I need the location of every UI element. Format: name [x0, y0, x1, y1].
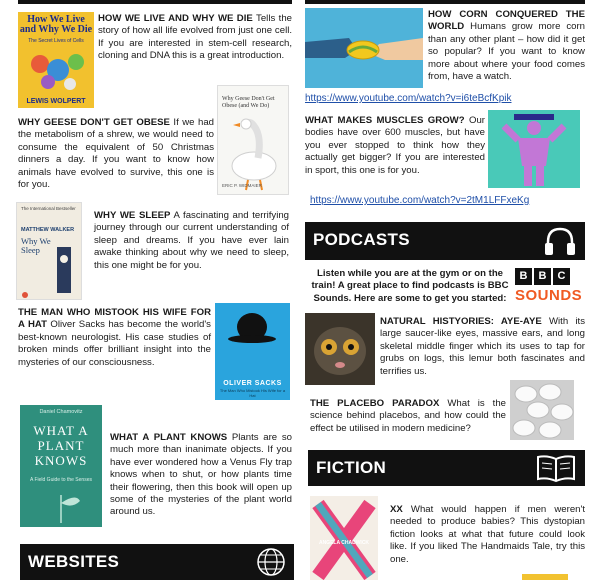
- podcast-entry-placebo: [310, 398, 506, 435]
- cover-title: Why We Sleep: [21, 236, 51, 255]
- podcasts-intro: Listen while you are at the gym or on the train! A great place to find podcasts is BBC Sounds. Here are some to get you started:: [311, 268, 509, 304]
- video-title: HOW CORN CONQUERED THE WORLD: [428, 9, 585, 33]
- video-entry-muscles: [305, 115, 485, 177]
- cover-title: The Man Who Mistook His Wife for a Hat: [219, 388, 286, 398]
- xx-cover-art: [310, 496, 378, 580]
- bbc-letter: B: [534, 268, 551, 285]
- muscle-figure-illustration: [488, 110, 580, 188]
- video-title: WHAT MAKES MUSCLES GROW?: [305, 115, 465, 126]
- section-heading: WEBSITES: [28, 552, 120, 571]
- section-heading: PODCASTS: [313, 230, 410, 249]
- podcast-description: What is the science behind placebos, and how could the effect be utilised in modern medicine?: [310, 398, 507, 434]
- book-title: THE MAN WHO MISTOOK HIS WIFE FOR A HAT: [18, 307, 211, 331]
- top-rule-right: [305, 0, 585, 4]
- book-description: If we had the metabolism of a shrew, we would need to consume the equivalent of 50 Christmas dinners a day. If you want to know how animals have evolved to survive, this one is for you.: [18, 117, 214, 191]
- video-thumbnail-muscles[interactable]: [488, 110, 580, 188]
- podcasts-section-header: [305, 222, 585, 260]
- video-description: Our bodies have over 600 muscles, but have you ever stopped to think how they actually get bigger? If you are interested in sport, this one is for you.: [305, 115, 485, 176]
- top-rule-left: [18, 0, 292, 4]
- book-title: WHY GEESE DON'T GET OBESE: [18, 117, 170, 128]
- video-entry-corn: [428, 9, 585, 83]
- globe-icon: [256, 547, 286, 580]
- bbc-sounds-logo: [515, 268, 583, 304]
- bbc-letter: C: [553, 268, 570, 285]
- pills-illustration: [510, 380, 574, 440]
- book-entry-xx: [390, 504, 585, 566]
- cover-author: LEWIS WOLPERT: [26, 98, 86, 105]
- book-entry-why-we-sleep: [94, 210, 289, 272]
- corn-handshake-illustration: [305, 8, 423, 88]
- open-book-icon: [535, 453, 577, 496]
- cover-author: ANGELA CHADWICK: [318, 540, 370, 546]
- book-entry-why-geese: [18, 117, 214, 191]
- book-cover-how-we-live: [18, 12, 94, 108]
- book-cover-why-we-sleep: [16, 202, 82, 300]
- book-title: XX: [390, 504, 403, 515]
- cover-author: MATTHEW WALKER: [21, 227, 75, 233]
- book-entry-what-a-plant-knows: [110, 432, 292, 519]
- cover-title: How We Live and Why We Die: [19, 14, 93, 35]
- book-entry-man-who-mistook: [18, 307, 211, 369]
- book-title: HOW WE LIVE AND WHY WE DIE: [98, 13, 253, 24]
- cover-author: Daniel Chamovitz: [39, 409, 83, 415]
- podcast-thumbnail-placebo[interactable]: [510, 380, 574, 440]
- fiction-section-header: [308, 450, 585, 486]
- podcast-title: THE PLACEBO PARADOX: [310, 398, 440, 409]
- cover-title: WHAT A PLANT KNOWS: [33, 423, 89, 468]
- book-cover-why-geese: [217, 85, 289, 195]
- book-description: Tells the story of how all life evolved from just one cell. If you are interested in stem-cell research, cloning and DNA this is a great introduction.: [98, 13, 292, 62]
- video-description: Humans grow more corn than any other plant – how did it get so popular? If you want to know more about where your food comes from, have a watch.: [428, 21, 585, 83]
- cover-subtitle: A Field Guide to the Senses: [30, 477, 92, 483]
- book-description: What would happen if men weren't needed to produce babies? This dystopian fiction looks at what that future could look like. If you liked The Handmaids Tale, try this one.: [390, 504, 585, 565]
- book-title: WHAT A PLANT KNOWS: [110, 432, 228, 443]
- book-cover-partial: [522, 574, 568, 580]
- book-description: Plants are so much more than inanimate objects. If you have ever wondered how a Venus Fly trap knows when to shut, or how plants time their flowering, then this book will open up some of the mysteries of the plant world around us.: [110, 432, 292, 518]
- podcast-thumbnail-aye-aye[interactable]: [305, 313, 375, 385]
- bbc-sounds-wordmark: SOUNDS: [515, 287, 583, 304]
- websites-section-header: [20, 544, 294, 580]
- bbc-letter: B: [515, 268, 532, 285]
- bbc-letters: [515, 268, 580, 285]
- video-link-muscles[interactable]: https://www.youtube.com/watch?v=2tM1LFFxeKg: [310, 195, 530, 206]
- video-thumbnail-corn[interactable]: [305, 8, 423, 88]
- video-link-corn[interactable]: https://www.youtube.com/watch?v=i6teBcfKpik: [305, 93, 512, 104]
- headphones-icon: [543, 225, 577, 270]
- book-cover-what-a-plant-knows: [20, 405, 102, 527]
- podcast-entry-aye-aye: [380, 316, 585, 378]
- book-title: WHY WE SLEEP: [94, 210, 171, 221]
- podcast-title: NATURAL HISTYORIES: AYE-AYE: [380, 316, 542, 327]
- section-heading: FICTION: [316, 458, 387, 477]
- cover-label: The International Bestseller: [21, 206, 76, 211]
- cover-author: ERIC P. WIDMAIER: [222, 183, 262, 188]
- book-entry-how-we-live: [98, 13, 292, 63]
- cover-title: Why Geese Don't Get Obese (and We Do): [222, 96, 275, 109]
- cover-subtitle: The Secret Lives of Cells: [28, 38, 84, 44]
- podcast-description: With its large saucer-like eyes, massive ears, and long skeletal middle finger which its uses to tap for grubs on logs, this lemur both fascinates and terrifies us.: [380, 316, 585, 377]
- cover-art-moon: [17, 203, 82, 300]
- book-cover-xx: [310, 496, 378, 580]
- book-description: A fascinating and terrifying journey through our current understanding of sleep and dreams. If you have ever lain awake thinking about why we need to sleep, this one might be for you.: [94, 210, 289, 271]
- aye-aye-illustration: [305, 313, 375, 385]
- book-cover-man-who-mistook: [215, 303, 290, 400]
- cover-author: OLIVER SACKS: [223, 380, 282, 387]
- leaf-illustration: [20, 405, 102, 527]
- book-description: Oliver Sacks has become the world's best-known neurologist. His case studies of broken minds offer brilliant insight into the mysteries of our consciousness.: [18, 319, 211, 368]
